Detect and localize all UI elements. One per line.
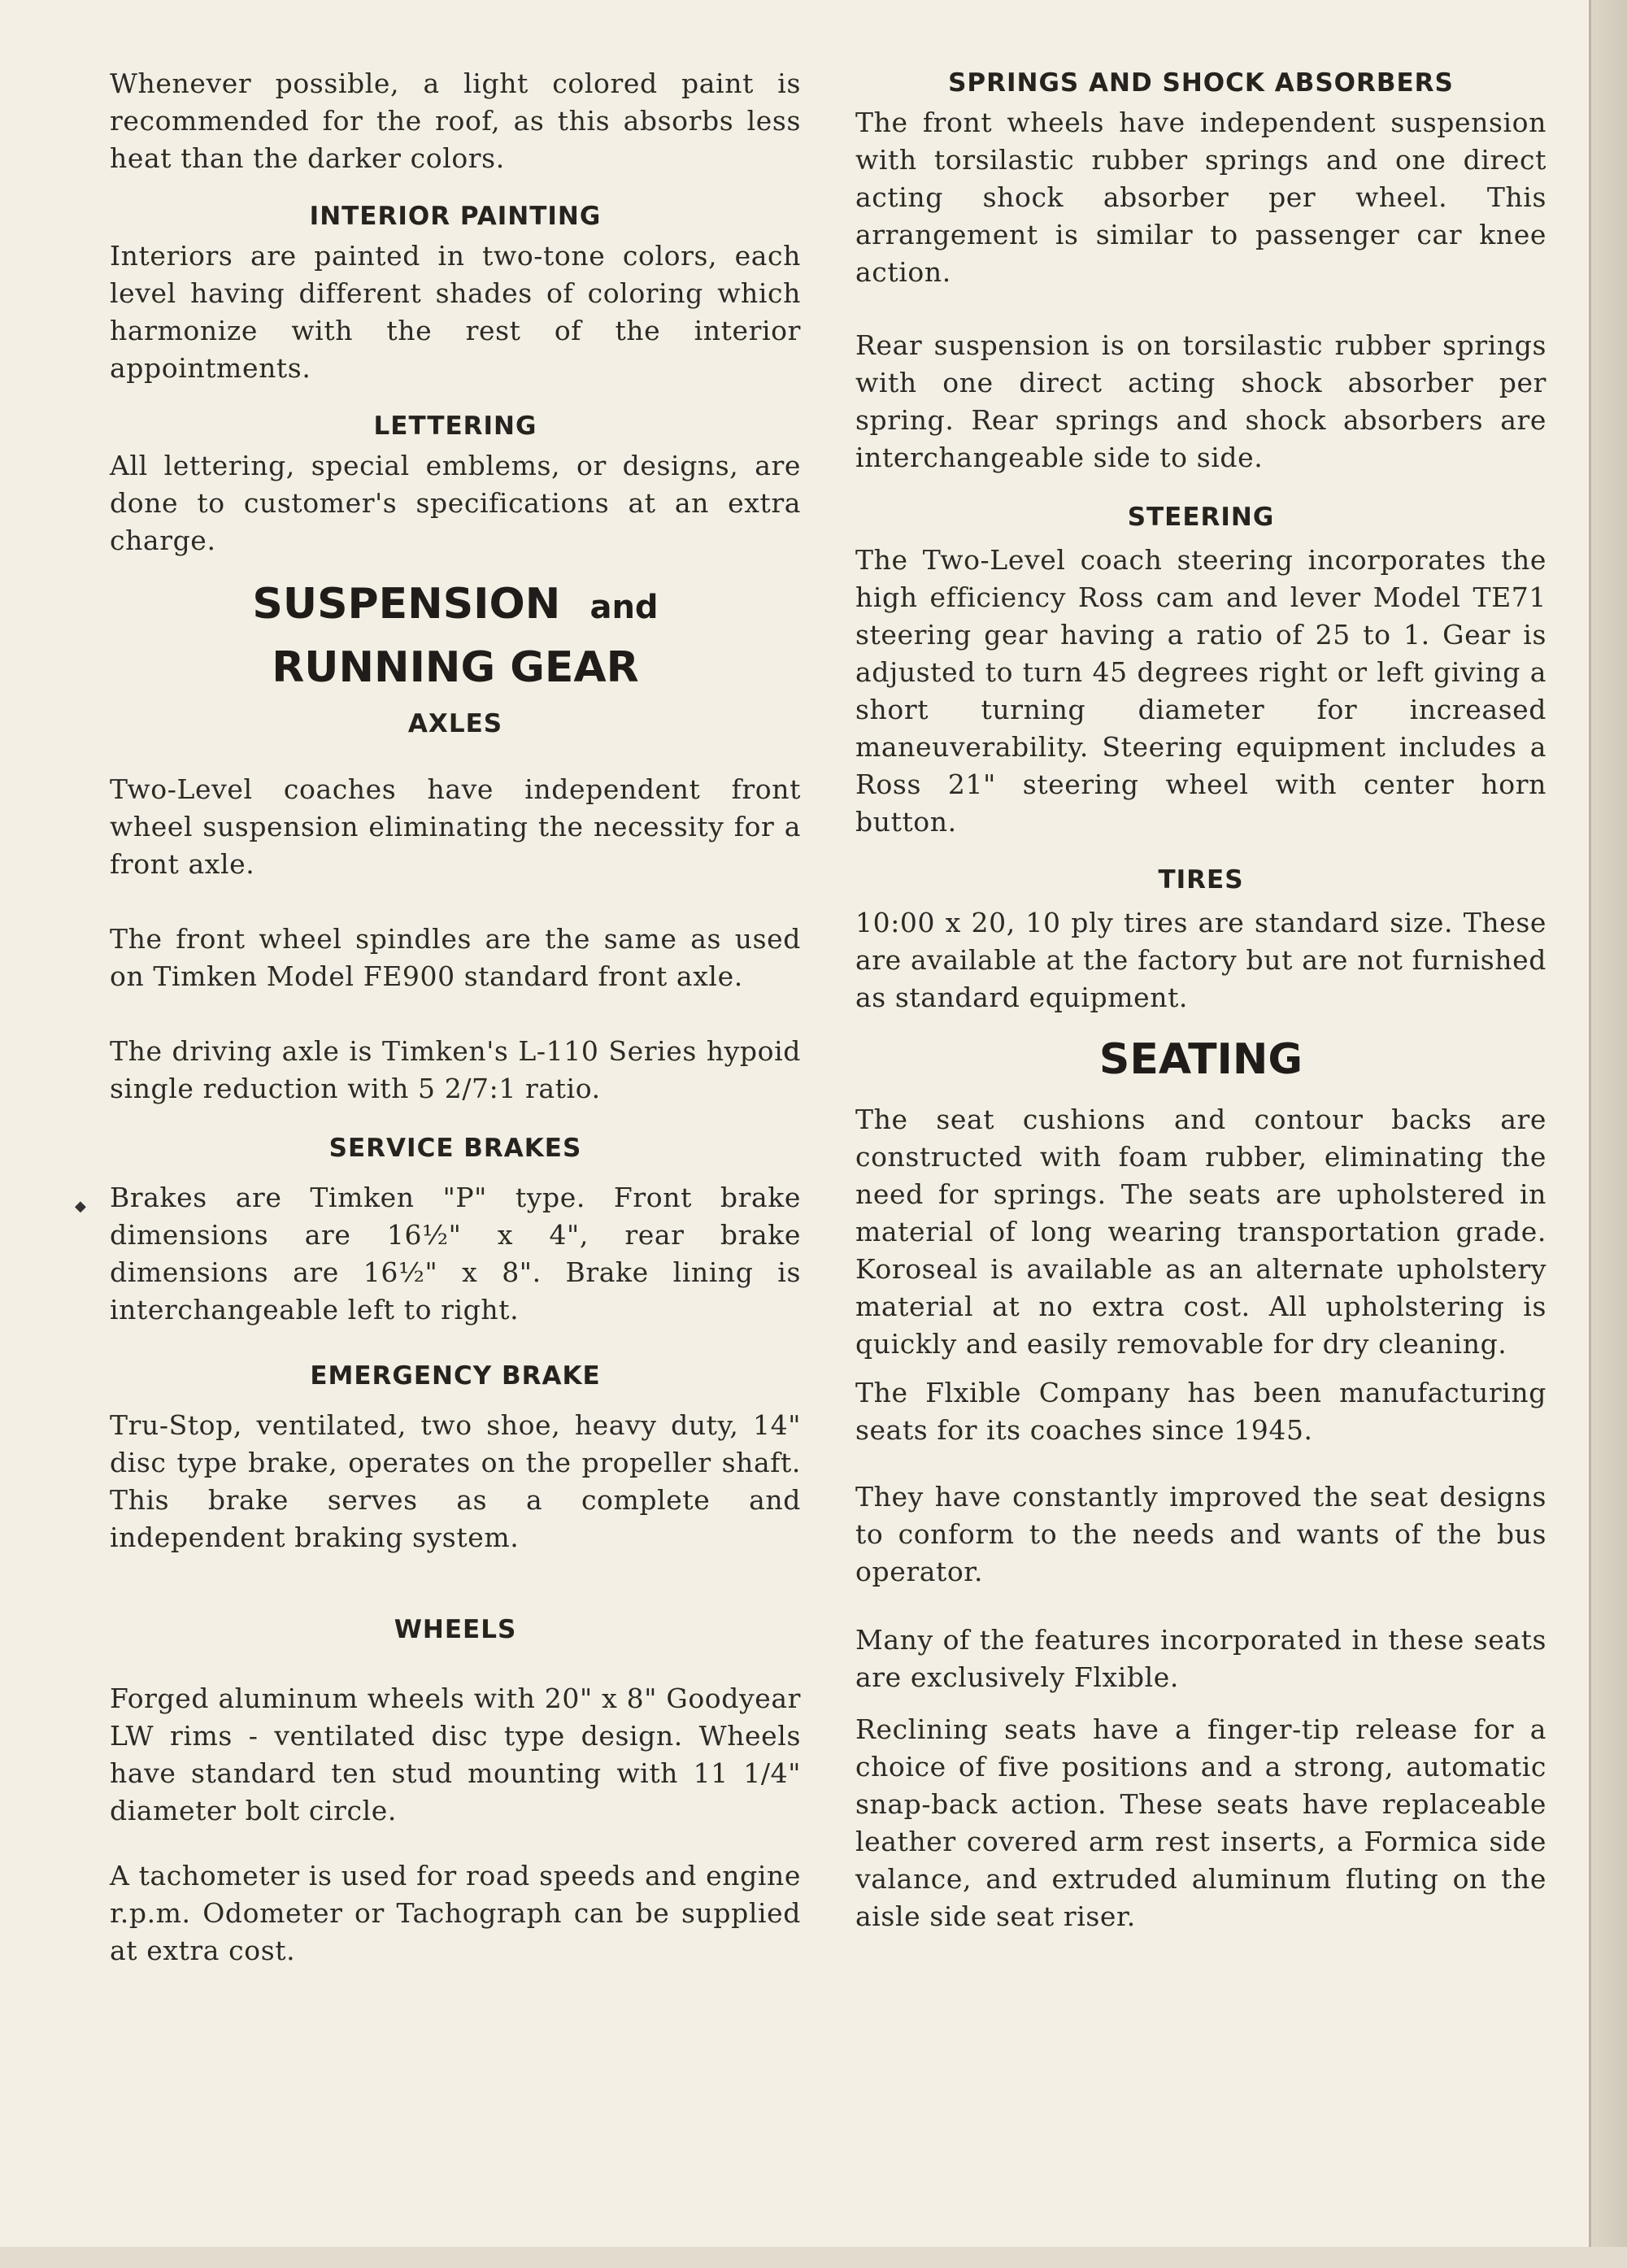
wheels-heading: WHEELS (394, 1615, 517, 1644)
seating-paragraph-4: Many of the features incorporated in these seats are exclusively Flxible. (855, 1624, 1547, 1693)
seating-paragraph-5: Reclining seats have a finger-tip release for a choice of five positions and a strong, automatic snap-back action. These seats have replaceable leather covered arm rest inserts, a Formica side valance, and extruded aluminum fluting on the aisle side seat riser. (855, 1713, 1547, 1932)
service-brakes-heading: SERVICE BRAKES (328, 1134, 582, 1163)
springs-heading: SPRINGS AND SHOCK ABSORBERS (948, 68, 1454, 98)
interior-painting-heading: INTERIOR PAINTING (309, 202, 602, 231)
seating-paragraph-1: The seat cushions and contour backs are constructed with foam rubber, eliminating the need for springs. The seats are upholstered in material of long wearing transportation grade. Koroseal is available as an alternate upholstery material at no extra cost. All upholstering is quickly and easily removable for dry cleaning. (855, 1104, 1547, 1360)
axles-paragraph-3: The driving axle is Timken's L-110 Series hypoid single reduction with 5 2/7:1 ratio. (110, 1035, 801, 1104)
stray-mark: ◆ (75, 1198, 86, 1215)
section-title-suspension (110, 574, 801, 698)
intro-paragraph: Whenever possible, a light colored paint is recommended for the roof, as this absorbs less heat than the darker colors. (110, 67, 801, 174)
wheels-paragraph-2: A tachometer is used for road speeds and engine r.p.m. Odometer or Tachograph can be supplied at extra cost. (110, 1860, 801, 1966)
section-title-line2: RUNNING GEAR (272, 643, 639, 692)
page-bottom-edge (0, 2247, 1627, 2268)
axles-paragraph-2: The front wheel spindles are the same as used on Timken Model FE900 standard front axle. (110, 923, 801, 992)
emergency-brake-text: Tru-Stop, ventilated, two shoe, heavy duty, 14" disc type brake, operates on the propeller shaft. This brake serves as a complete and independent braking system. (110, 1409, 801, 1553)
emergency-brake-heading: EMERGENCY BRAKE (310, 1361, 601, 1391)
steering-text: The Two-Level coach steering incorporates the high efficiency Ross cam and lever Model TE71 steering gear having a ratio of 25 to 1. Gear is adjusted to turn 45 degrees right or left giving a short turning diameter for increased maneuverability. Steering equipment includes a Ross 21" steering wheel with center horn button. (855, 544, 1547, 838)
page-edge (1591, 0, 1627, 2268)
springs-paragraph-2: Rear suspension is on torsilastic rubber springs with one direct acting shock absorber per spring. Rear springs and shock absorbers are interchangeable side to side. (855, 329, 1547, 473)
axles-paragraph-1: Two-Level coaches have independent front wheel suspension eliminating the necessity for a front axle. (110, 773, 801, 880)
tires-heading: TIRES (1158, 865, 1244, 895)
service-brakes-text: Brakes are Timken "P" type. Front brake dimensions are 16½" x 4", rear brake dimensions are 16½" x 8". Brake lining is interchangeable left to right. (110, 1182, 801, 1326)
tires-text: 10:00 x 20, 10 ply tires are standard size. These are available at the factory but are not furnished as standard equipment. (855, 907, 1547, 1013)
axles-heading: AXLES (407, 709, 503, 738)
springs-paragraph-1: The front wheels have independent suspension with torsilastic rubber springs and one direct acting shock absorber per wheel. This arrangement is similar to passenger car knee action. (855, 107, 1547, 288)
page-fold-line (1589, 0, 1591, 2268)
steering-heading: STEERING (1127, 503, 1275, 532)
wheels-paragraph-1: Forged aluminum wheels with 20" x 8" Goodyear LW rims - ventilated disc type design. Wheels have standard ten stud mounting with 11 1/4" diameter bolt circle. (110, 1682, 801, 1826)
seating-title: SEATING (1098, 1035, 1303, 1084)
lettering-text: All lettering, special emblems, or designs, are done to customer's specifications at an extra charge. (110, 450, 801, 556)
lettering-heading: LETTERING (373, 411, 537, 441)
interior-painting-text: Interiors are painted in two-tone colors, each level having different shades of coloring which harmonize with the rest of the interior appointments. (110, 240, 801, 384)
seating-paragraph-3: They have constantly improved the seat designs to conform to the needs and wants of the bus operator. (855, 1481, 1547, 1587)
section-title-line1: SUSPENSION (252, 580, 561, 629)
right-column (855, 68, 1547, 1935)
left-column (110, 65, 801, 1970)
section-title-and: and (589, 589, 659, 626)
seating-paragraph-2: The Flxible Company has been manufacturing seats for its coaches since 1945. (855, 1377, 1547, 1446)
